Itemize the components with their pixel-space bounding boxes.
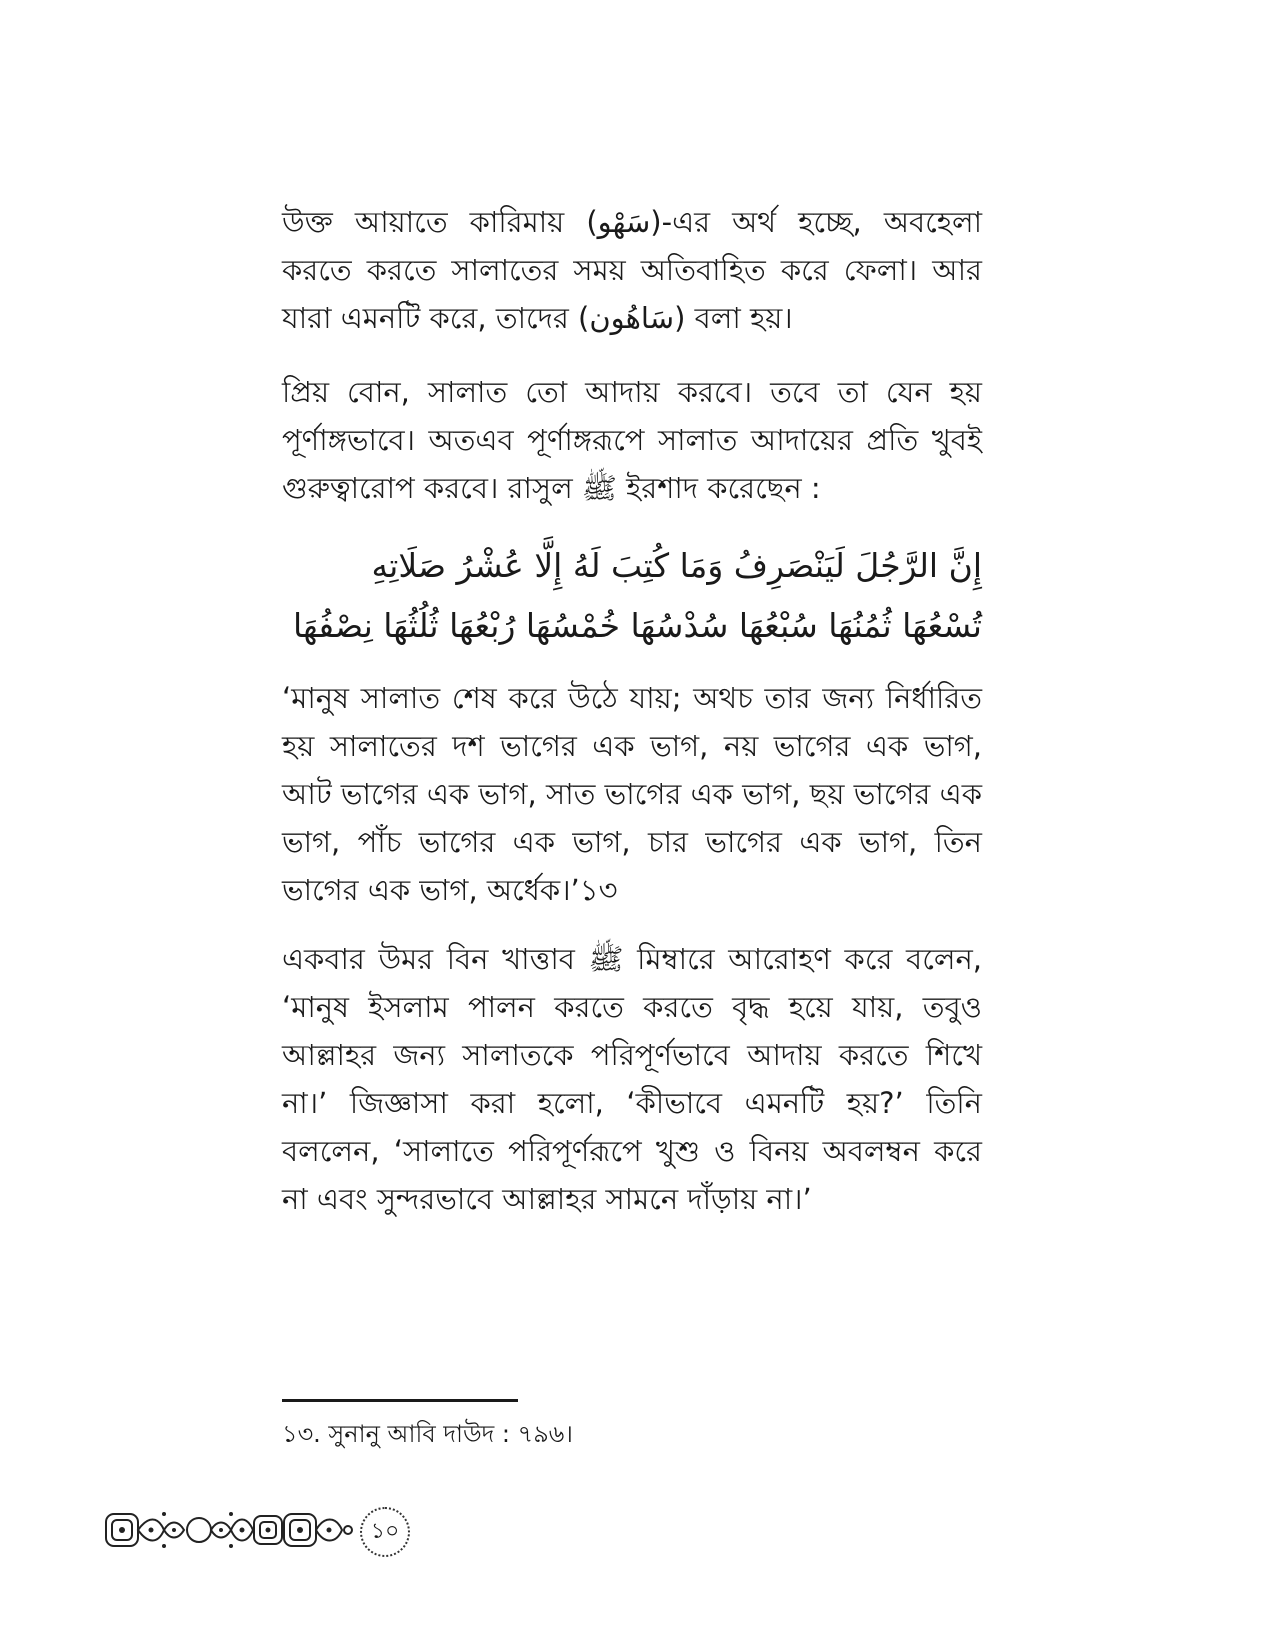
arabic-hadith: إِنَّ الرَّجُلَ لَيَنْصَرِفُ وَمَا كُتِبَ لَهُ إِلَّا عُشْرُ صَلَاتِهِ تُسْعُهَا ثُمُنُهَا سُبْعُهَا سُدْسُهَا خُمْسُهَا رُبْعُهَا ثُلُثُهَا نِصْفُهَا [293,546,982,645]
paragraph-4: একবার উমর বিন খাত্তাব ﷺ মিম্বারে আরোহণ করে বলেন, ‘মানুষ ইসলাম পালন করতে করতে বৃদ্ধ হয়ে যায়, তবুও আল্লাহর জন্য সালাতকে পরিপূর্ণভাবে আদায় করতে শিখে না।’ জিজ্ঞাসা করা হলো, ‘কীভাবে এমনটি হয়?’ তিনি বললেন, ‘সালাতে পরিপূর্ণরূপে খুশু ও বিনয় অবলম্বন করে না এবং সুন্দরভাবে আল্লাহর সামনে দাঁড়ায় না।’ [282,942,982,1216]
footnote-divider [282,1399,518,1402]
paragraph-3-translation: ‘মানুষ সালাত শেষ করে উঠে যায়; অথচ তার জন্য নির্ধারিত হয় সালাতের দশ ভাগের এক ভাগ, নয় ভাগের এক ভাগ, আট ভাগের এক ভাগ, সাত ভাগের এক ভাগ, ছয় ভাগের এক ভাগ, পাঁচ ভাগের এক ভাগ, চার ভাগের এক ভাগ, তিন ভাগের এক ভাগ, অর্ধেক।’১৩ [282,681,982,907]
floral-border-ornament-icon [104,1506,354,1554]
paragraph-2: প্রিয় বোন, সালাত তো আদায় করবে। তবে তা যেন হয় পূর্ণাঙ্গভাবে। অতএব পূর্ণাঙ্গরূপে সালাত আদায়ের প্রতি খুবই গুরুত্বারোপ করবে। রাসুল ﷺ ইরশাদ করেছেন : [282,375,982,505]
paragraph-1: উক্ত আয়াতে কারিমায় (سَهْو)-এর অর্থ হচ্ছে, অবহেলা করতে করতে সালাতের সময় অতিবাহিত করে ফেলা। আর যারা এমনটি করে, তাদের (سَاهُون) বলা হয়। [282,205,982,335]
page-number: ১০ [360,1507,410,1557]
footnote-13: ১৩. সুনানু আবি দাউদ : ৭৯৬। [282,1420,573,1448]
